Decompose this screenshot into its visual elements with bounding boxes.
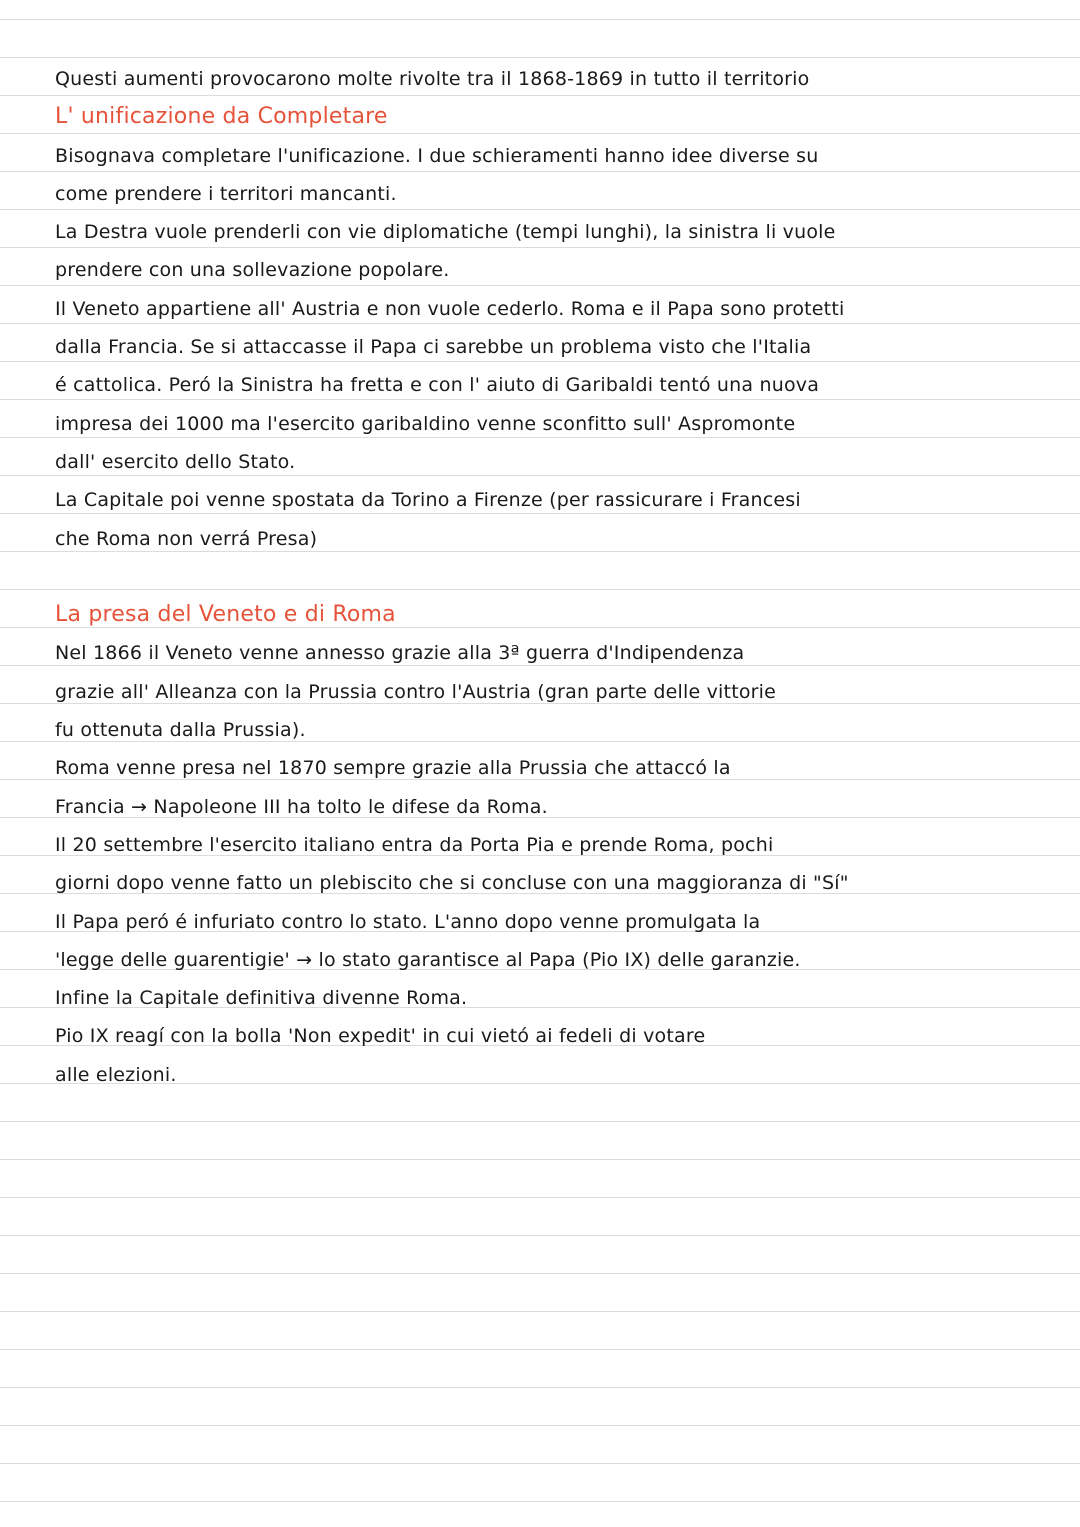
note-line: prendere con una sollevazione popolare. [55, 259, 450, 282]
note-line: che Roma non verrá Presa) [55, 527, 318, 550]
note-line: Pio IX reagí con la bolla 'Non expedit' in cui vietó ai fedeli di votare [55, 1025, 706, 1048]
note-line: giorni dopo venne fatto un plebiscito che si concluse con una maggioranza di "Sí" [55, 872, 849, 895]
note-line: come prendere i territori mancanti. [55, 182, 397, 205]
note-line: Bisognava completare l'unificazione. I due schieramenti hanno idee diverse su [55, 144, 819, 167]
note-line: 'legge delle guarentigie' → lo stato garantisce al Papa (Pio IX) delle garanzie. [55, 948, 801, 971]
note-line: Francia → Napoleone III ha tolto le difese da Roma. [55, 795, 548, 818]
intro-line: Questi aumenti provocarono molte rivolte tra il 1868-1869 in tutto il territorio [55, 68, 810, 90]
note-line: Il 20 settembre l'esercito italiano entra da Porta Pia e prende Roma, pochi [55, 833, 774, 856]
section-heading-unificazione: L' unificazione da Completare [55, 104, 388, 130]
note-line: Roma venne presa nel 1870 sempre grazie alla Prussia che attaccó la [55, 757, 731, 780]
note-line: é cattolica. Peró la Sinistra ha fretta e con l' aiuto di Garibaldi tentó una nuova [55, 374, 820, 397]
note-line: dall' esercito dello Stato. [55, 450, 296, 473]
note-line: fu ottenuta dalla Prussia). [55, 719, 306, 742]
blank-line [55, 558, 1040, 596]
note-line: La Capitale poi venne spostata da Torino a Firenze (per rassicurare i Francesi [55, 489, 801, 512]
handwritten-notes [55, 60, 1040, 1094]
note-line: alle elezioni. [55, 1063, 177, 1086]
note-line: Nel 1866 il Veneto venne annesso grazie alla 3ª guerra d'Indipendenza [55, 642, 745, 665]
note-line: grazie all' Alleanza con la Prussia contro l'Austria (gran parte delle vittorie [55, 680, 777, 703]
note-line: Il Veneto appartiene all' Austria e non vuole cederlo. Roma e il Papa sono protetti [55, 297, 845, 320]
note-line: La Destra vuole prenderli con vie diplomatiche (tempi lunghi), la sinistra li vuole [55, 221, 836, 244]
note-line: Il Papa peró é infuriato contro lo stato. L'anno dopo venne promulgata la [55, 910, 761, 933]
note-line: Infine la Capitale definitiva divenne Roma. [55, 987, 468, 1010]
section-heading-presa-veneto-roma: La presa del Veneto e di Roma [55, 602, 396, 628]
note-line: dalla Francia. Se si attaccasse il Papa ci sarebbe un problema visto che l'Italia [55, 336, 812, 359]
note-line: impresa dei 1000 ma l'esercito garibaldino venne sconfitto sull' Aspromonte [55, 412, 796, 435]
